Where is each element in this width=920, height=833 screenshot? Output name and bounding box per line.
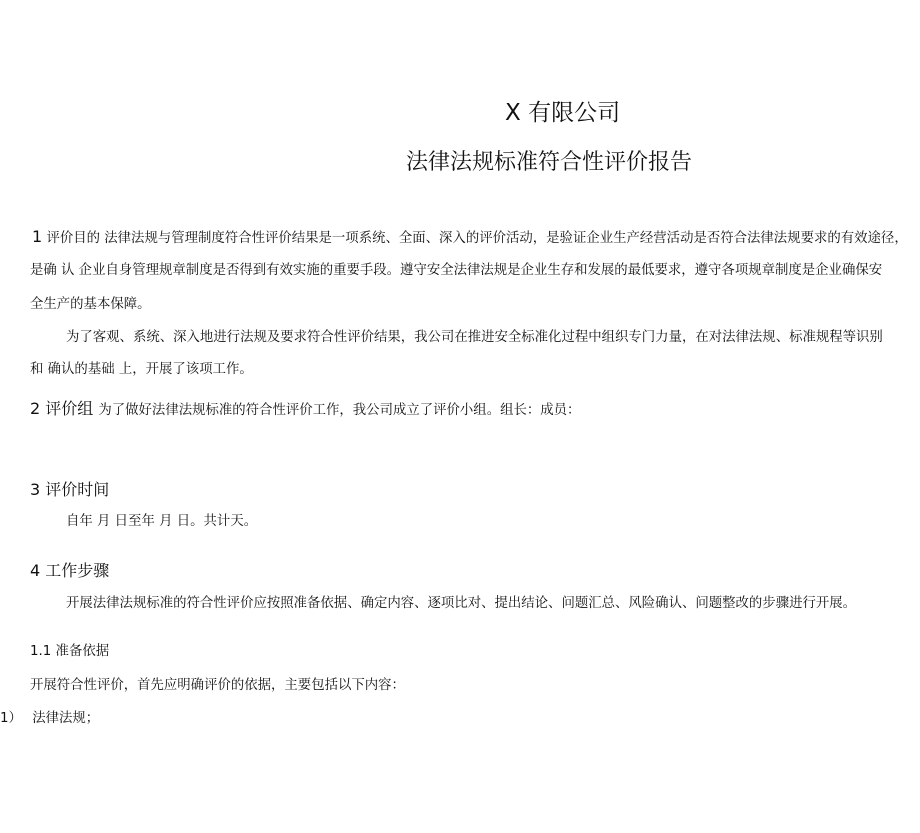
- section1-number: 1: [32, 227, 43, 246]
- section4-text: 开展法律法规标准的符合性评价应按照准备依据、确定内容、逐项比对、提出结论、问题汇总、风险确认、问题整改的步骤进行开展。: [66, 596, 857, 611]
- section1-line2: 是确 认 企业自身管理规章制度是否得到有效实施的重要手段。遵守安全法律法规是企业生存和发展的最低要求，遵守各项规章制度是企业确保安: [30, 263, 883, 278]
- section2: [30, 396, 580, 421]
- section3-heading: 3 评价时间: [30, 480, 110, 499]
- section1-para2-line1: 为了客观、系统、深入地进行法规及要求符合性评价结果，我公司在推进安全标准化过程中组织专门力量，在对法律法规、标准规程等识别: [66, 330, 883, 345]
- list-item-marker: 1）: [0, 711, 22, 726]
- section2-text: 为了做好法律法规标准的符合性评价工作，我公司成立了评价小组。组长：成员：: [98, 403, 581, 418]
- section41-heading: 1.1 准备依据: [30, 644, 110, 659]
- company-title: X 有限公司: [505, 100, 621, 126]
- section1-line1: 法律法规与管理制度符合性评价结果是一项系统、全面、深入的评价活动，是验证企业生产经营活动是否符合法律法规要求的有效途径，: [104, 231, 908, 246]
- section3-text: 自年 月 日至年 月 日。共计天。: [66, 514, 258, 529]
- section1-first-line: [32, 227, 908, 249]
- section2-heading: 2 评价组: [30, 399, 94, 418]
- section1-para2-line2: 和 确认的基础 上，开展了该项工作。: [30, 362, 253, 377]
- list-item-text: 法律法规；: [32, 711, 100, 726]
- list-item: [0, 709, 99, 729]
- section41-text: 开展符合性评价，首先应明确评价的依据，主要包括以下内容：: [30, 678, 405, 693]
- section1-heading: 评价目的: [46, 231, 101, 246]
- section1-line3: 全生产的基本保障。: [30, 297, 151, 312]
- section4-heading: 4 工作步骤: [30, 561, 110, 580]
- report-title: 法律法规标准符合性评价报告: [406, 150, 693, 175]
